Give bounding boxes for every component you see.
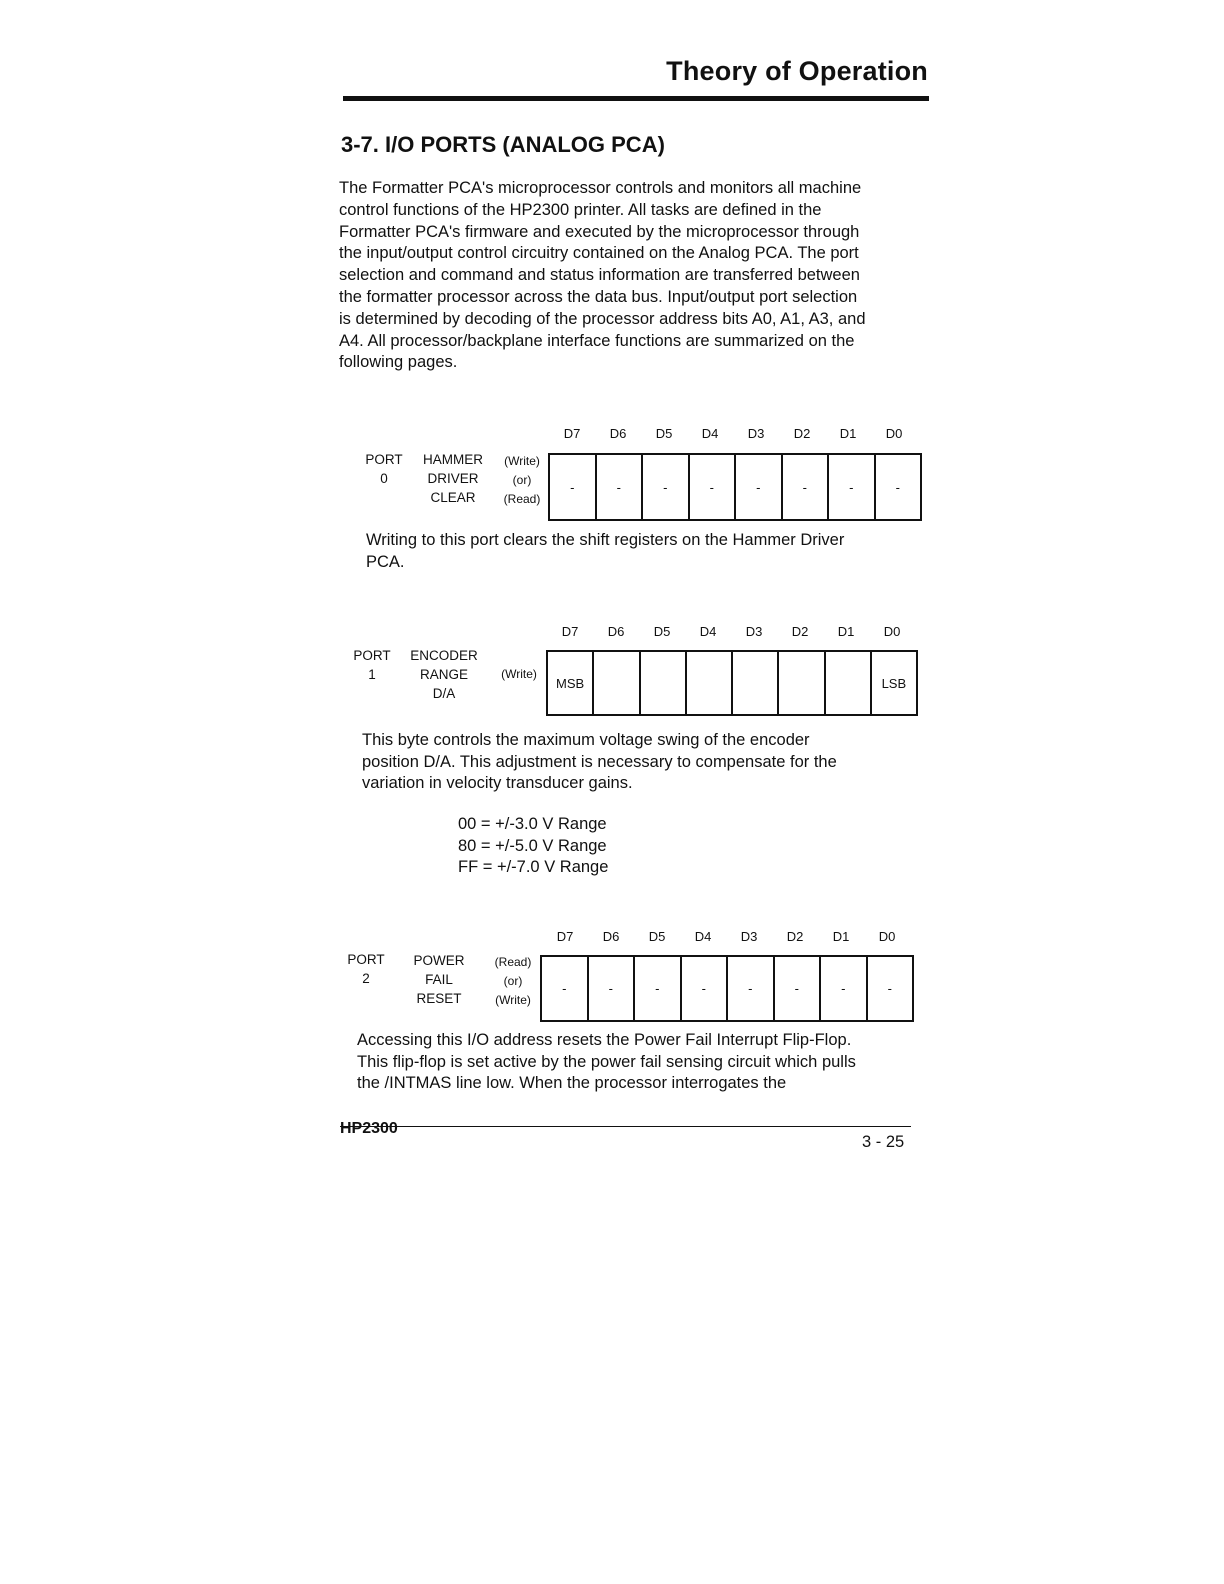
port2-id [344, 950, 388, 988]
register-bit-cell: - [643, 455, 690, 519]
port-name-line: CLEAR [430, 490, 476, 505]
port-name-line: DRIVER [427, 471, 479, 486]
port-name-line: D/A [432, 686, 456, 701]
port2-description [357, 1030, 917, 1095]
bit-header-d1: D1 [839, 426, 857, 441]
bit-header-d0: D0 [878, 929, 896, 944]
bit-header-d5: D5 [648, 929, 666, 944]
bit-header-d4: D4 [694, 929, 712, 944]
intro-line: selection and command and status information are transferred between [339, 266, 860, 285]
port-word: PORT [353, 648, 391, 663]
access-line: (Write) [504, 454, 540, 468]
intro-line: A4. All processor/backplane interface functions are summarized on the [339, 331, 855, 350]
port-name-line: FAIL [425, 972, 453, 987]
register-bit-cell: - [775, 957, 822, 1020]
bit-header-d0: D0 [885, 426, 903, 441]
port1-range-list [458, 814, 678, 879]
bit-header-d1: D1 [837, 624, 855, 639]
port-word: PORT [347, 952, 385, 967]
desc-line: Writing to this port clears the shift registers on the Hammer Driver [366, 531, 845, 549]
bit-header-d7: D7 [556, 929, 574, 944]
desc-line: This byte controls the maximum voltage swing of the encoder [362, 731, 810, 749]
range-entry: FF = +/-7.0 V Range [458, 858, 609, 876]
register-bit-cell [733, 652, 779, 714]
desc-line: PCA. [366, 552, 405, 571]
header-rule [343, 96, 929, 101]
bit-header-d6: D6 [607, 624, 625, 639]
bit-header-d2: D2 [793, 426, 811, 441]
port2-name [402, 951, 476, 1008]
bit-header-d3: D3 [745, 624, 763, 639]
section-title: 3-7. I/O PORTS (ANALOG PCA) [341, 132, 665, 157]
register-bit-cell: - [736, 455, 783, 519]
port0-name [414, 450, 492, 507]
bit-header-d4: D4 [701, 426, 719, 441]
bit-header-d2: D2 [786, 929, 804, 944]
register-bit-cell: - [783, 455, 830, 519]
port-name-line: ENCODER [410, 648, 478, 663]
register-bit-cell: - [728, 957, 775, 1020]
intro-line: control functions of the HP2300 printer. All tasks are defined in the [339, 200, 822, 219]
port1-register [546, 650, 918, 716]
register-bit-cell: LSB [881, 675, 907, 691]
intro-line: The Formatter PCA's microprocessor controls and monitors all machine [339, 179, 862, 197]
register-bit-cell: - [887, 981, 892, 996]
intro-line: Formatter PCA's firmware and executed by the microprocessor through [339, 222, 860, 241]
register-bit-cell: - [821, 957, 868, 1020]
bit-header-d0: D0 [883, 624, 901, 639]
intro-line: following pages. [339, 353, 458, 372]
register-bit-cell: - [542, 957, 589, 1020]
port0-register [548, 453, 922, 521]
register-bit-cell: - [550, 455, 597, 519]
register-bit-cell [779, 652, 825, 714]
desc-line: the /INTMAS line low. When the processor interrogates the [357, 1074, 787, 1092]
bit-header-d7: D7 [563, 426, 581, 441]
desc-line: Accessing this I/O address resets the Power Fail Interrupt Flip-Flop. [357, 1031, 852, 1049]
port0-access [497, 452, 547, 509]
register-bit-cell [826, 652, 872, 714]
bit-header-d3: D3 [747, 426, 765, 441]
register-bit-cell: MSB [548, 652, 594, 714]
register-bit-cell: - [895, 479, 900, 495]
access-line: (or) [503, 974, 523, 988]
range-entry: 80 = +/-5.0 V Range [458, 836, 607, 855]
register-bit-cell [641, 652, 687, 714]
register-bit-cell: - [635, 957, 682, 1020]
register-bit-cell: - [589, 957, 636, 1020]
register-bit-cell [687, 652, 733, 714]
desc-line: This flip-flop is set active by the power fail sensing circuit which pulls [357, 1052, 856, 1071]
bit-header-d4: D4 [699, 624, 717, 639]
desc-line: variation in velocity transducer gains. [362, 774, 633, 792]
register-bit-cell: - [829, 455, 876, 519]
footer-page-number: 3 - 25 [862, 1133, 905, 1151]
bit-header-d5: D5 [653, 624, 671, 639]
bit-header-d1: D1 [832, 929, 850, 944]
port-name-line: POWER [413, 953, 465, 968]
port2-bit-headers [542, 929, 918, 944]
port0-bit-headers [549, 426, 925, 441]
desc-line: position D/A. This adjustment is necessary to compensate for the [362, 752, 837, 771]
footer-model: HP2300 [340, 1120, 398, 1137]
port-name-line: RANGE [419, 667, 468, 682]
intro-line: the input/output control circuitry contained on the Analog PCA. The port [339, 244, 859, 263]
register-bit-cell [594, 652, 640, 714]
port0-description [366, 530, 911, 573]
port-number: 2 [362, 971, 370, 986]
intro-paragraph [339, 178, 929, 374]
intro-line: is determined by decoding of the processor address bits A0, A1, A3, and [339, 309, 866, 328]
bit-header-d3: D3 [740, 929, 758, 944]
port1-name [404, 646, 484, 703]
port1-description [362, 730, 907, 795]
access-line: (Read) [494, 955, 532, 969]
access-line: (Write) [501, 667, 537, 681]
access-line: (Write) [495, 993, 531, 1007]
port2-register [540, 955, 914, 1022]
intro-line: the formatter processor across the data bus. Input/output port selection [339, 287, 858, 306]
port1-bit-headers [547, 624, 923, 639]
register-bit-cell: - [682, 957, 729, 1020]
bit-header-d6: D6 [602, 929, 620, 944]
register-bit-cell: - [690, 455, 737, 519]
port1-id [350, 646, 394, 684]
page-header-title: Theory of Operation [666, 56, 928, 86]
port-name-line: HAMMER [423, 452, 483, 467]
port1-access [493, 665, 545, 684]
port-number: 1 [368, 667, 376, 682]
range-entry: 00 = +/-3.0 V Range [458, 815, 607, 833]
port-name-line: RESET [416, 991, 462, 1006]
bit-header-d5: D5 [655, 426, 673, 441]
bit-header-d6: D6 [609, 426, 627, 441]
port-number: 0 [380, 471, 388, 486]
port-word: PORT [365, 452, 403, 467]
port2-access [487, 953, 539, 1010]
register-bit-cell: - [597, 455, 644, 519]
port0-id [362, 450, 406, 488]
footer-rule [340, 1126, 911, 1127]
access-line: (Read) [503, 492, 541, 506]
bit-header-d2: D2 [791, 624, 809, 639]
bit-header-d7: D7 [561, 624, 579, 639]
access-line: (or) [512, 473, 532, 487]
